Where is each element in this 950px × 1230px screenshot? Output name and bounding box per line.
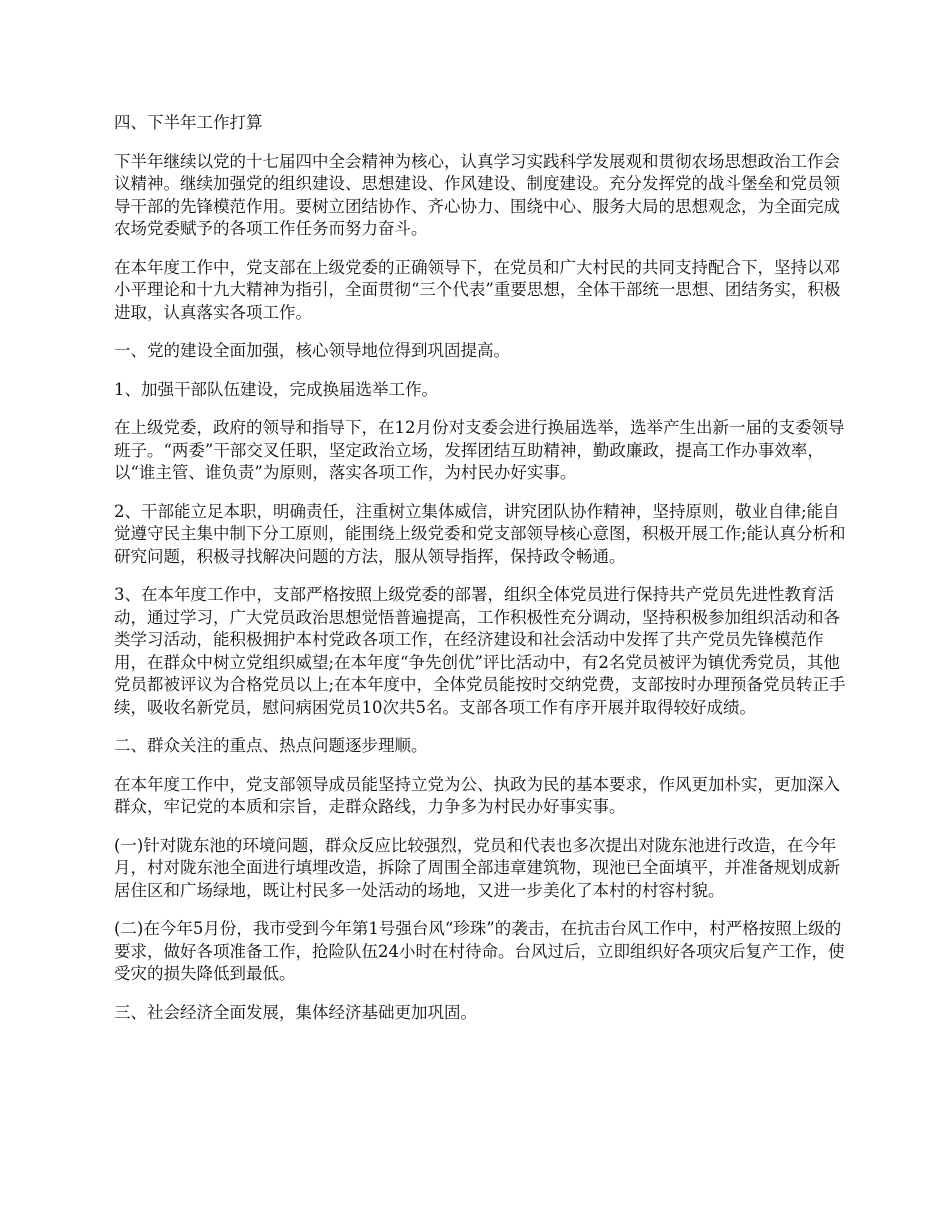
paragraph-annual-intro: 在本年度工作中，党支部在上级党委的正确领导下，在党员和广大村民的共同支持配合下，坚持以邓小平理论和十九大精神为指引，全面贯彻“三个代表”重要思想，全体干部统一思想、团结务实，积极进取，认真落实各项工作。 [114,257,841,322]
paragraph-cadre-duties: 2、干部能立足本职，明确责任，注重树立集体威信，讲究团队协作精神，坚持原则，敬业自律;能自觉遵守民主集中制下分工原则，能围绕上级党委和党支部领导核心意图，积极开展工作;能认真分析和研究问题，积极寻找解决问题的方法，服从领导指挥，保持政令畅通。 [114,501,846,566]
paragraph-leadership-style: 在本年度工作中，党支部领导成员能坚持立党为公、执政为民的基本要求，作风更加朴实，更加深入群众，牢记党的本质和宗旨，走群众路线，力争多为村民办好事实事。 [114,774,840,816]
paragraph-election: 在上级党委，政府的领导和指导下，在12月份对支委会进行换届选举，选举产生出新一届的支委领导班子。“两委”干部交叉任职，坚定政治立场，发挥团结互助精神，勤政廉政，提高工作办事效率，以“谁主管、谁负责”为原则，落实各项工作，为村民办好实事。 [114,418,845,482]
section-heading-party-building: 一、党的建设全面加强，核心领导地位得到巩固提高。 [114,341,510,360]
section-heading-economy: 三、社会经济全面发展，集体经济基础更加巩固。 [114,1002,477,1022]
paragraph-plan-body: 下半年继续以党的十七届四中全会精神为核心，认真学习实践科学发展观和贯彻农场思想政治工作会议精神。继续加强党的组织建设、思想建设、作风建设、制度建设。充分发挥党的战斗堡垒和党员领导干部的先锋模范作用。要树立团结协作、齐心协力、围绕中心、服务大局的思想观念，为全面完成农场党委赋予的各项工作任务而努力奋斗。 [114,151,840,238]
paragraph-party-education: 3、在本年度工作中，支部严格按照上级党委的部署，组织全体党员进行保持共产党员先进性教育活动，通过学习，广大党员政治思想觉悟普遍提高，工作积极性充分调动，坚持积极参加组织活动和各类学习活动，能积极拥护本村党政各项工作，在经济建设和社会活动中发挥了共产党员先锋模范作用，在群众中树立党组织威望;在本年度“争先创优”评比活动中，有2名党员被评为镇优秀党员，其他党员都被评议为合格党员以上;在本年度中，全体党员能按时交纳党费，支部按时办理预备党员转正手续，吸收名新党员，慰问病困党员10次共5名。支部各项工作有序开展并取得较好成绩。 [114,585,846,717]
document-body [114,112,854,1040]
paragraph-typhoon-response: (二)在今年5月份，我市受到今年第1号强台风“珍珠”的袭击，在抗击台风工作中，村严格按照上级的要求，做好各项准备工作，抢险队伍24小时在村待命。台风过后，立即组织好各项灾后复产工作，使受灾的损失降低到最低。 [114,919,845,983]
subheading-cadre-team: 1、加强干部队伍建设，完成换届选举工作。 [114,379,438,399]
paragraph-pond-renovation: (一)针对陇东池的环境问题，群众反应比较强烈，党员和代表也多次提出对陇东池进行改造，在今年月，村对陇东池全面进行填埋改造，拆除了周围全部违章建筑物，现池已全面填平，并准备规划成新居住区和广场绿地，既让村民多一处活动的场地，又进一步美化了本村的村容村貌。 [114,835,840,900]
section-heading-plan: 四、下半年工作打算 [114,113,263,132]
section-heading-public-concerns: 二、群众关注的重点、热点问题逐步理顺。 [114,736,428,755]
